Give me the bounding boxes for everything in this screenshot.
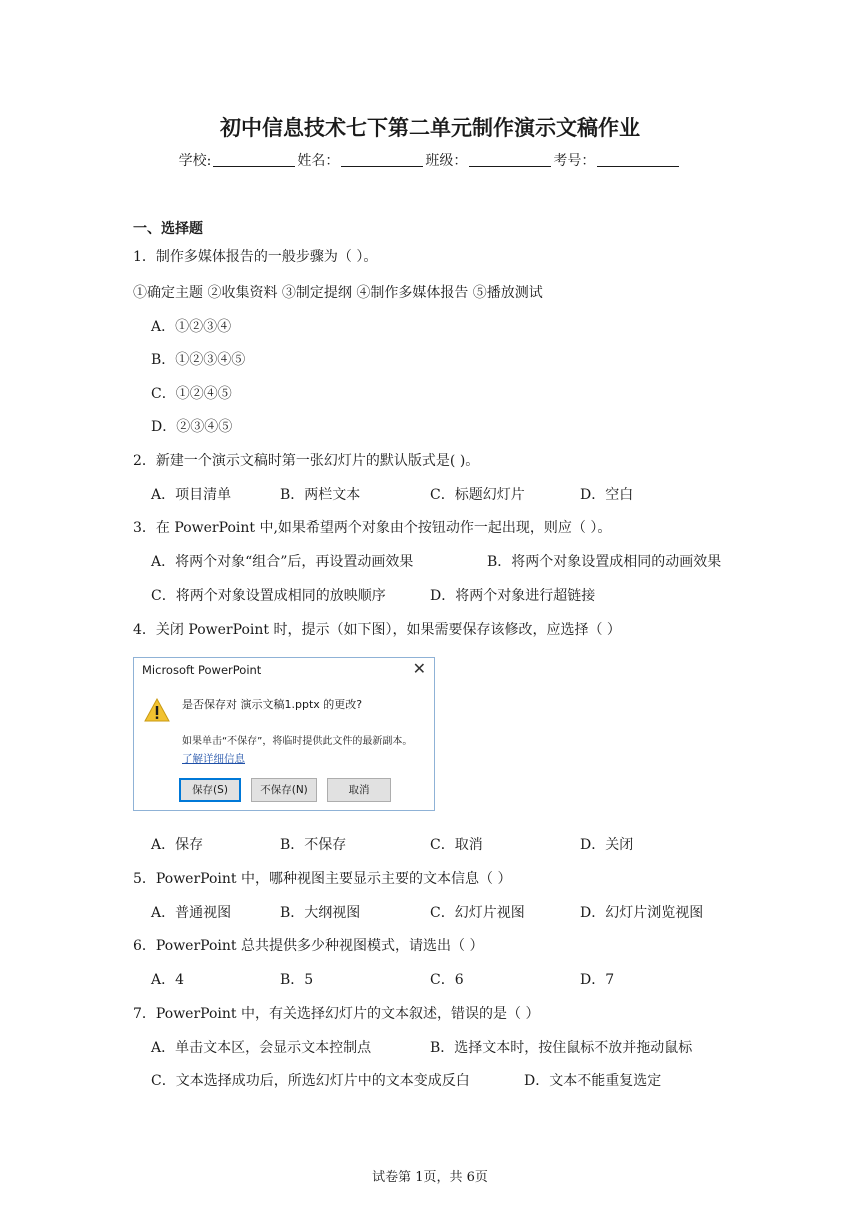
question-3-option-d: D．将两个对象进行超链接 (430, 588, 596, 604)
dialog-detail: 如果单击“不保存”，将临时提供此文件的最新副本。 (182, 736, 413, 747)
question-1-stem: 1．制作多媒体报告的一般步骤为（ ）。 (133, 249, 378, 265)
question-7-option-c: C．文本选择成功后，所选幻灯片中的文本变成反白 (151, 1073, 470, 1089)
question-5-option-b: B．大纲视图 (280, 905, 361, 921)
question-4-option-c: C．取消 (430, 837, 483, 853)
learn-more-link[interactable]: 了解详细信息 (182, 753, 245, 765)
question-3-stem: 3．在 PowerPoint 中,如果希望两个对象由个按钮动作一起出现，则应（ ）。 (133, 520, 612, 536)
number-label: 考号： (553, 153, 596, 169)
dialog-title: Microsoft PowerPoint (142, 663, 262, 677)
question-6-option-b: B．5 (280, 972, 314, 988)
question-6-option-a: A．4 (151, 972, 185, 988)
question-4-option-d: D．关闭 (580, 837, 634, 853)
save-button[interactable]: 保存(S) (179, 778, 241, 802)
question-5-option-d: D．幻灯片浏览视图 (580, 905, 704, 921)
name-blank[interactable] (341, 152, 423, 167)
question-2-option-a: A．项目清单 (151, 487, 232, 503)
question-6-option-d: D．7 (580, 972, 615, 988)
question-4-option-b: B．不保存 (280, 837, 347, 853)
question-1-option-a: A．①②③④ (151, 319, 232, 335)
student-info-line (0, 150, 860, 170)
dont-save-button[interactable]: 不保存(N) (251, 778, 317, 802)
question-2-option-d: D．空白 (580, 487, 634, 503)
cancel-button[interactable]: 取消 (327, 778, 391, 802)
question-1-option-c: C．①②④⑤ (151, 386, 232, 402)
class-label: 班级： (425, 153, 468, 169)
question-5-option-a: A．普通视图 (151, 905, 232, 921)
warning-icon (144, 698, 170, 722)
question-7-option-d: D．文本不能重复选定 (524, 1073, 662, 1089)
question-2-option-b: B．两栏文本 (280, 487, 361, 503)
save-dialog-figure (133, 657, 435, 811)
question-3-option-c: C．将两个对象设置成相同的放映顺序 (151, 588, 386, 604)
question-2-stem: 2．新建一个演示文稿时第一张幻灯片的默认版式是( )。 (133, 453, 480, 469)
close-icon[interactable]: ✕ (412, 659, 426, 678)
question-1-option-b: B．①②③④⑤ (151, 352, 246, 368)
question-3-option-a: A．将两个对象“组合”后，再设置动画效果 (151, 554, 414, 570)
question-1-option-d: D．②③④⑤ (151, 419, 233, 435)
name-label: 姓名： (297, 153, 340, 169)
question-7-stem: 7．PowerPoint 中，有关选择幻灯片的文本叙述，错误的是（ ） (133, 1006, 540, 1022)
school-label: 学校: (178, 153, 212, 169)
page-footer: 试卷第 1页，共 6页 (372, 1170, 488, 1185)
question-6-stem: 6．PowerPoint 总共提供多少种视图模式，请选出（ ） (133, 938, 484, 954)
question-5-option-c: C．幻灯片视图 (430, 905, 525, 921)
section-heading: 一、选择题 (133, 221, 203, 237)
question-7-option-b: B．选择文本时，按住鼠标不放并拖动鼠标 (430, 1040, 693, 1056)
question-4-stem: 4．关闭 PowerPoint 时，提示（如下图），如果需要保存该修改，应选择（ ） (133, 622, 621, 638)
question-2-option-c: C．标题幻灯片 (430, 487, 525, 503)
question-4-option-a: A．保存 (151, 837, 204, 853)
class-blank[interactable] (469, 152, 551, 167)
question-7-option-a: A．单击文本区，会显示文本控制点 (151, 1040, 372, 1056)
dialog-message: 是否保存对 演示文稿1.pptx 的更改? (182, 698, 363, 711)
number-blank[interactable] (597, 152, 679, 167)
question-5-stem: 5．PowerPoint 中，哪种视图主要显示主要的文本信息（ ） (133, 871, 512, 887)
page-title: 初中信息技术七下第二单元制作演示文稿作业 (220, 115, 640, 140)
question-1-note: ①确定主题 ②收集资料 ③制定提纲 ④制作多媒体报告 ⑤播放测试 (133, 285, 543, 301)
question-6-option-c: C．6 (430, 972, 464, 988)
question-3-option-b: B．将两个对象设置成相同的动画效果 (487, 554, 722, 570)
school-blank[interactable] (213, 152, 295, 167)
